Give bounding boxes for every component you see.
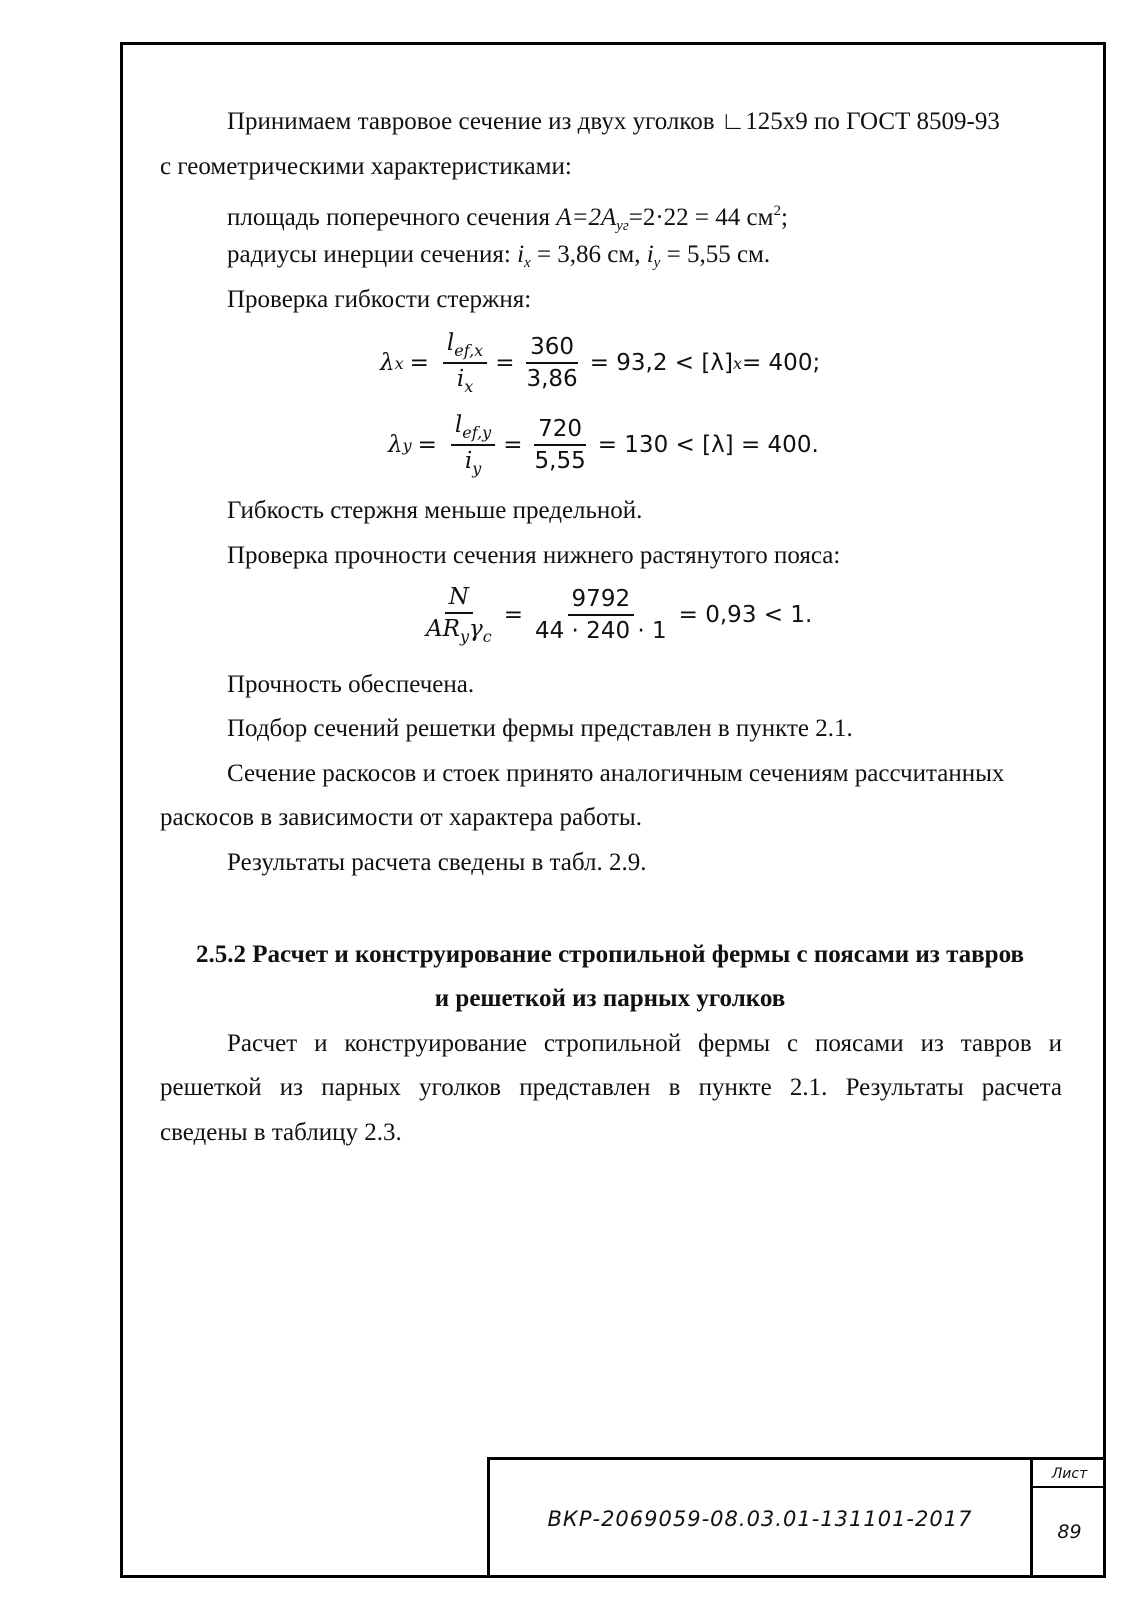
area-superscript: 2 bbox=[773, 203, 781, 219]
final-paragraph-line1: Расчет и конструирование стропильной фермы с поясами из тавров и bbox=[227, 1030, 1062, 1057]
fy-lhs: λ bbox=[388, 432, 403, 458]
area-value: =2·22 = 44 см bbox=[628, 204, 774, 231]
radius-y-symbol: i bbox=[646, 241, 654, 268]
fn-den2: 44 · 240 · 1 bbox=[534, 618, 667, 644]
fx-rest-sub: x bbox=[732, 353, 742, 373]
fx-frac2 bbox=[522, 334, 581, 392]
check-strength-text: Проверка прочности сечения нижнего растянутого пояса: bbox=[227, 542, 841, 569]
fx-lhs-sub: x bbox=[394, 353, 404, 373]
area-subscript: уг bbox=[616, 218, 629, 234]
fy-num2: 720 bbox=[534, 416, 586, 446]
formula-slenderness-x bbox=[380, 330, 820, 396]
fx-eq2: = bbox=[495, 350, 515, 376]
area-end: ; bbox=[780, 204, 788, 231]
fx-rest: = 93,2 < [λ] bbox=[589, 350, 733, 376]
fy-frac1 bbox=[451, 412, 495, 478]
radius-x-subscript: x bbox=[524, 255, 531, 271]
fx-lhs: λ bbox=[380, 350, 395, 376]
radius-y-value: = 5,55 см. bbox=[660, 241, 771, 268]
fn-den-sub1: y bbox=[459, 627, 469, 646]
check-slenderness-text: Проверка гибкости стержня: bbox=[227, 286, 532, 313]
fx-eq: = bbox=[409, 350, 429, 376]
fx-num2: 360 bbox=[526, 334, 578, 364]
lattice-text: Подбор сечений решетки фермы представлен в пункте 2.1. bbox=[227, 715, 853, 742]
fx-num: l bbox=[446, 330, 455, 356]
area-prefix: площадь поперечного сечения bbox=[227, 204, 557, 231]
area-eq: =2A bbox=[571, 204, 617, 231]
sheet-label: Лист bbox=[1033, 1460, 1106, 1488]
fn-frac1 bbox=[422, 584, 496, 646]
final-paragraph-line3: сведены в таблицу 2.3. bbox=[160, 1119, 402, 1146]
fy-eq2: = bbox=[503, 432, 523, 458]
fn-num2: 9792 bbox=[568, 586, 635, 616]
radius-x-value: = 3,86 см, bbox=[530, 241, 647, 268]
paragraph-section-choice-cont: с геометрическими характеристиками: bbox=[160, 153, 572, 180]
fx-rest-end: = 400; bbox=[741, 350, 821, 376]
fn-den-sub2: c bbox=[482, 627, 492, 646]
fn-num: N bbox=[448, 584, 469, 610]
fy-lhs-sub: y bbox=[402, 435, 412, 455]
fy-num: l bbox=[454, 412, 463, 438]
fy-frac2 bbox=[531, 416, 590, 474]
braces-text-cont: раскосов в зависимости от характера работы. bbox=[160, 804, 642, 831]
sheet-number: 89 bbox=[1057, 1521, 1082, 1543]
fy-num-sub: ef,y bbox=[462, 423, 492, 442]
results-text: Результаты расчета сведены в табл. 2.9. bbox=[227, 849, 647, 876]
fx-den-sub: x bbox=[464, 377, 474, 396]
formula-strength bbox=[414, 584, 812, 646]
strength-ok-text: Прочность обеспечена. bbox=[227, 671, 475, 698]
fx-num-sub: ef,x bbox=[454, 341, 484, 360]
fn-frac2 bbox=[531, 586, 671, 644]
fn-den-mid: γ bbox=[468, 616, 483, 642]
area-line bbox=[227, 196, 788, 241]
final-paragraph-line2: решеткой из парных уголков представлен в пункте 2.1. Результаты расчета bbox=[160, 1074, 1062, 1101]
paragraph-section-choice: Принимаем тавровое сечение из двух уголков ∟125х9 по ГОСТ 8509-93 bbox=[227, 108, 1000, 135]
slenderness-ok-text: Гибкость стержня меньше предельной. bbox=[227, 497, 643, 524]
braces-text: Сечение раскосов и стоек принято аналогичным сечениям рассчитанных bbox=[227, 760, 1005, 787]
fy-rest: = 130 < [λ] = 400. bbox=[597, 432, 819, 458]
area-symbol: A bbox=[556, 204, 572, 231]
fx-den: i bbox=[456, 366, 465, 392]
section-heading-cont: и решеткой из парных уголков bbox=[434, 985, 786, 1012]
sheet-cell bbox=[1030, 1460, 1106, 1578]
fx-frac1 bbox=[443, 330, 487, 396]
formula-slenderness-y bbox=[388, 412, 819, 478]
fy-eq: = bbox=[417, 432, 437, 458]
fx-den2: 3,86 bbox=[526, 366, 578, 392]
fn-den: AR bbox=[426, 616, 460, 642]
document-code: ВКР-2069059-08.03.01-131101-2017 bbox=[547, 1507, 973, 1531]
title-block bbox=[487, 1457, 1106, 1578]
fy-den2: 5,55 bbox=[534, 448, 586, 474]
fn-rest: = 0,93 < 1. bbox=[678, 602, 813, 628]
section-heading: 2.5.2 Расчет и конструирование стропильной фермы с поясами из тавров bbox=[196, 941, 1024, 968]
radii-prefix: радиусы инерции сечения: bbox=[227, 241, 518, 268]
fn-eq: = bbox=[503, 602, 523, 628]
fy-den-sub: y bbox=[472, 459, 482, 478]
radius-y-subscript: y bbox=[653, 255, 661, 271]
fy-den: i bbox=[464, 448, 473, 474]
radius-x-symbol: i bbox=[517, 241, 525, 268]
radii-line bbox=[227, 240, 770, 278]
